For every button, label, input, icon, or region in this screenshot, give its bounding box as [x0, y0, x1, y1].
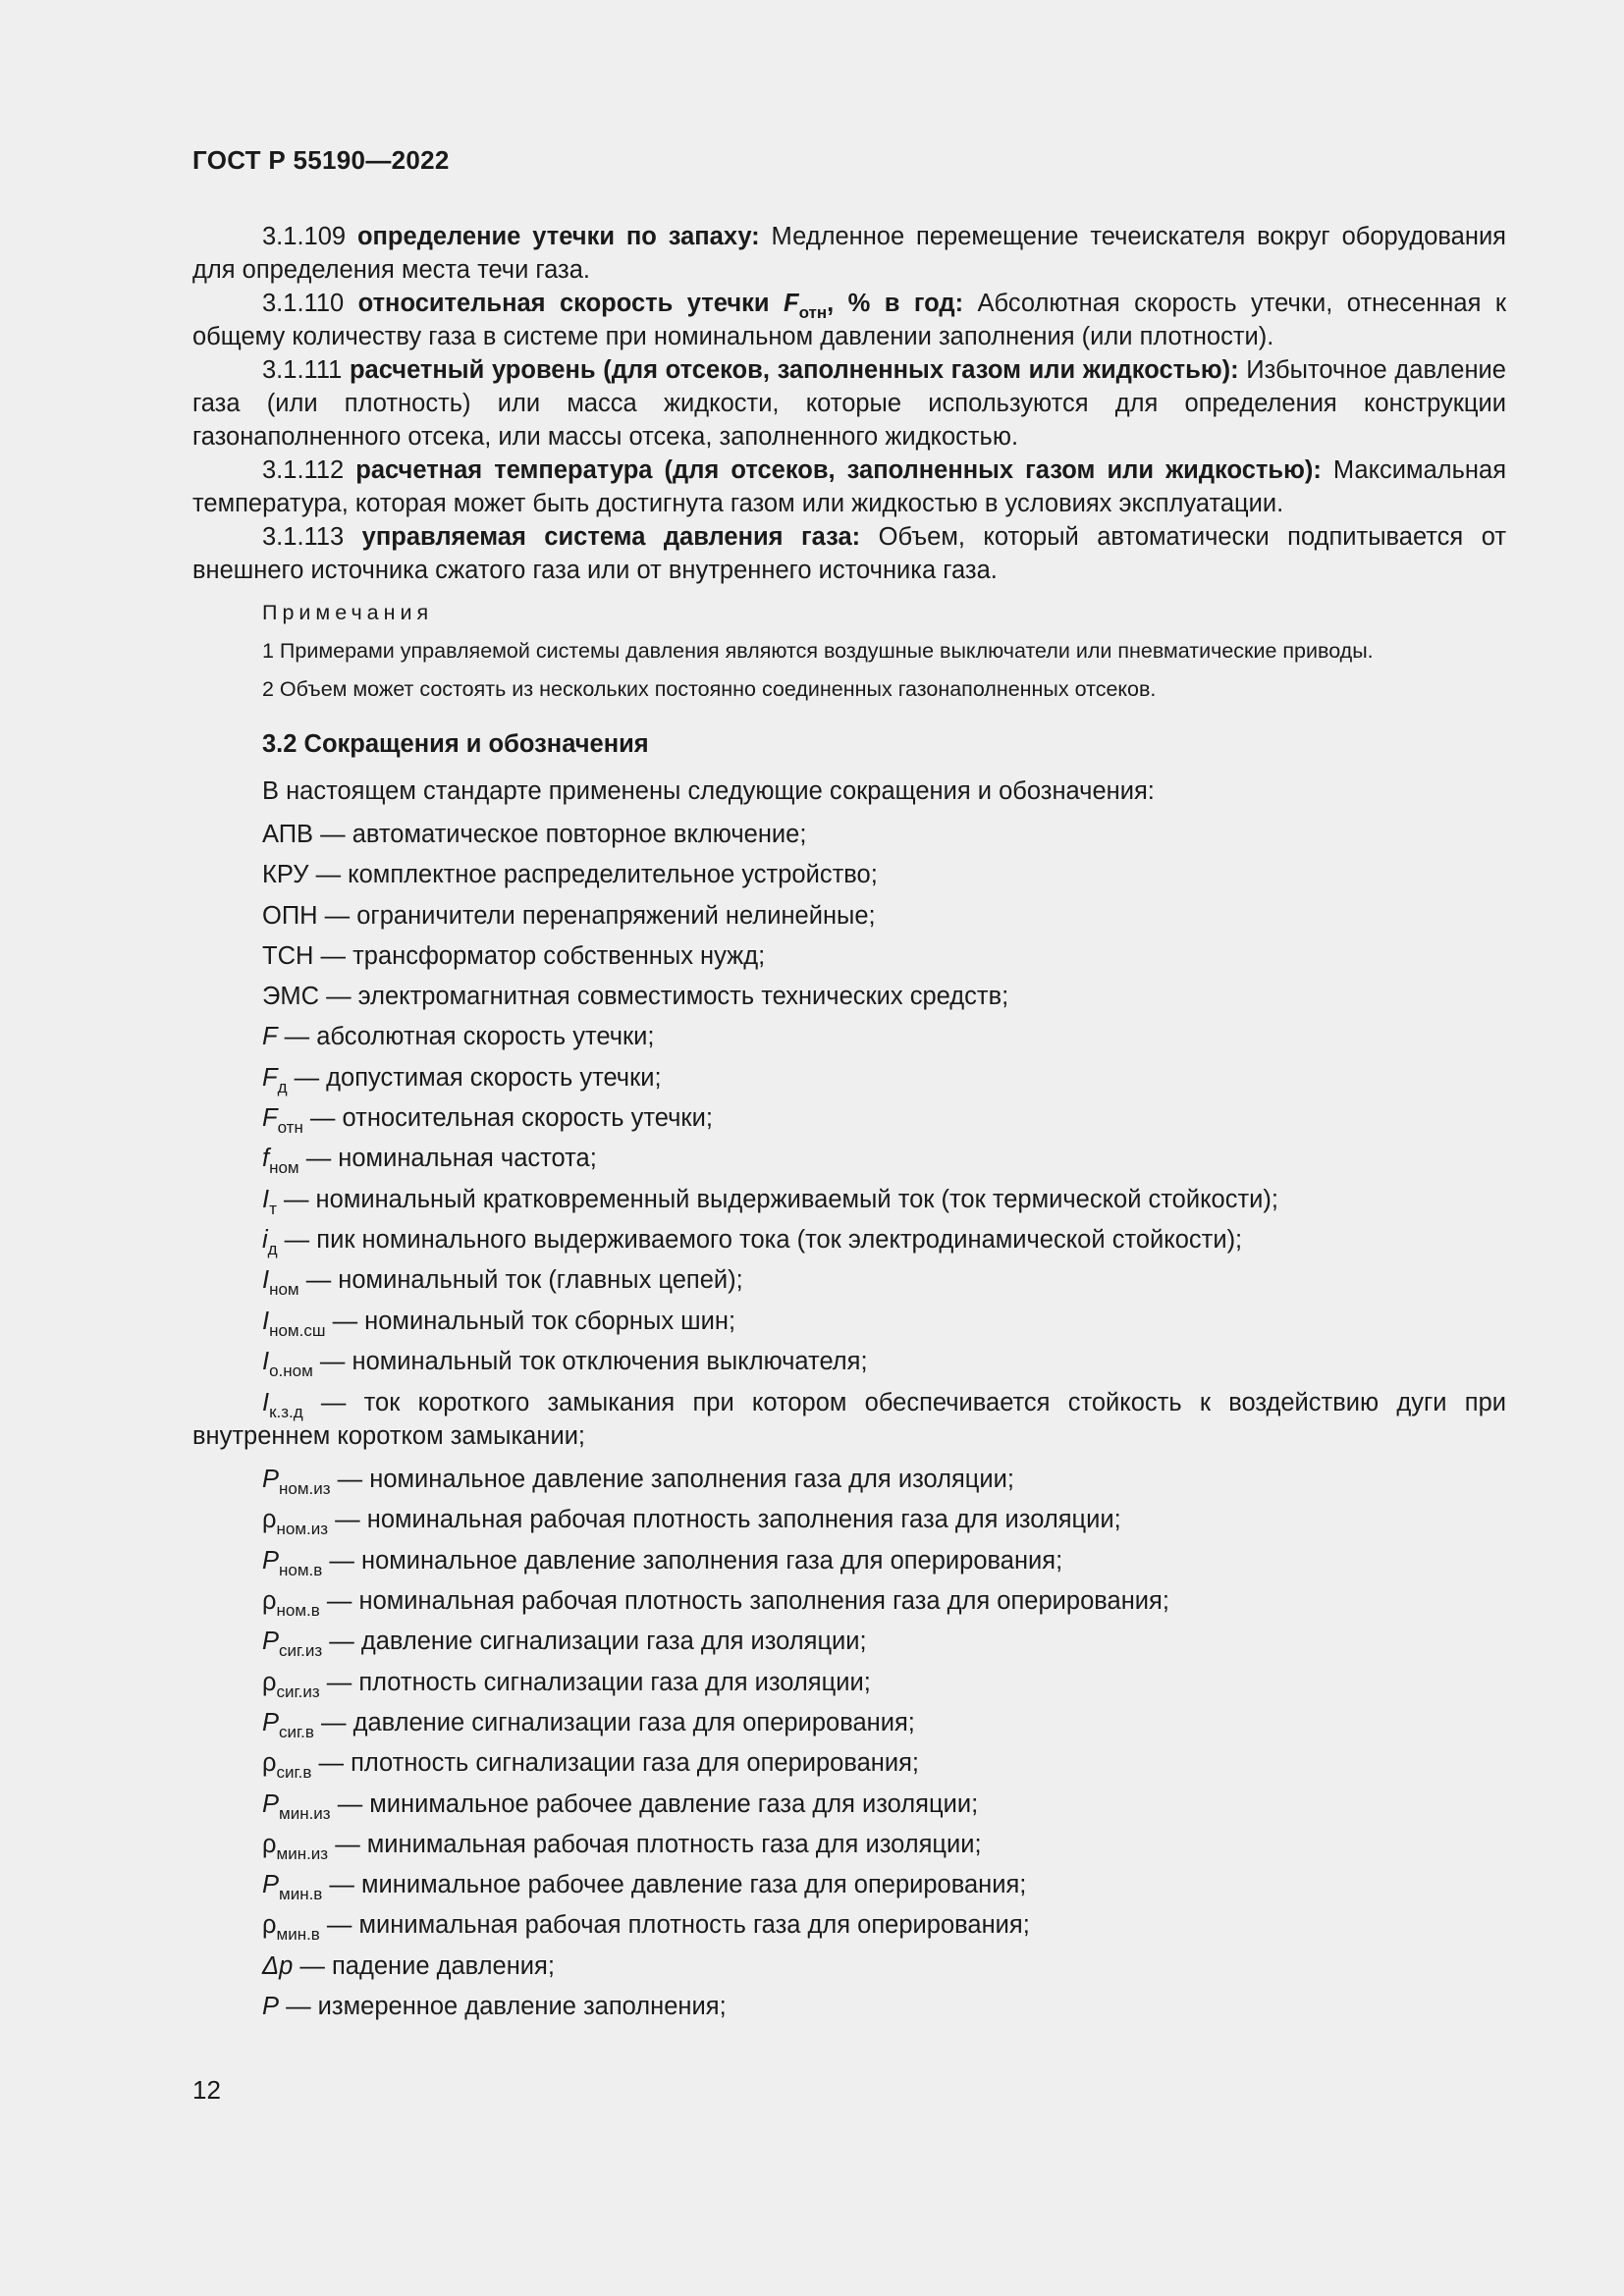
- symbol-definition: — падение давления;: [293, 1951, 555, 1980]
- symbol-item: [192, 1703, 1506, 1743]
- notes-block: [192, 599, 1506, 704]
- page-number: 12: [192, 2075, 221, 2105]
- symbol-definition: — номинальный кратковременный выдерживаемый ток (ток термической стойкости);: [276, 1185, 1278, 1213]
- symbol-item: [192, 1460, 1506, 1500]
- definition-number: 3.1.112: [262, 456, 356, 484]
- symbol-definition: — плотность сигнализации газа для изоляции;: [319, 1668, 871, 1696]
- abbreviation-item: ТСН — трансформатор собственных нужд;: [262, 941, 766, 970]
- abbreviations-list: [192, 815, 1506, 1017]
- symbol-definition: — номинальная рабочая плотность заполнения газа для оперирования;: [319, 1587, 1169, 1616]
- symbol-definition: — номинальная рабочая плотность заполнения газа для изоляции;: [328, 1506, 1121, 1534]
- abbreviation-item: ОПН — ограничители перенапряжений нелинейные;: [262, 901, 876, 930]
- symbol-definition: — номинальное давление заполнения газа для изоляции;: [330, 1466, 1014, 1494]
- symbol-subscript: сиг.из: [279, 1641, 323, 1661]
- symbol-item: [192, 1386, 1506, 1453]
- symbol-subscript: ном.из: [279, 1479, 331, 1499]
- symbol-subscript: мин.из: [276, 1843, 329, 1863]
- symbol: ρ: [262, 1587, 277, 1616]
- definition-paragraph: [192, 353, 1506, 454]
- symbol-item: [192, 1785, 1506, 1825]
- symbol: P: [262, 1871, 280, 1899]
- definition-text: Медленное перемещение течеискателя вокруг оборудования для определения места течи газа.: [192, 223, 1506, 284]
- symbol-subscript: сиг.в: [276, 1763, 312, 1783]
- definition-number: 3.1.110: [262, 290, 358, 317]
- symbol: ρ: [262, 1830, 277, 1858]
- symbol-subscript: ном: [269, 1280, 299, 1300]
- symbol-definition: — номинальный ток отключения выключателя;: [312, 1347, 868, 1375]
- term-symbol: F: [784, 290, 799, 317]
- symbol-item: [192, 1865, 1506, 1905]
- symbol: Δp: [262, 1951, 294, 1980]
- symbol-item: [192, 1017, 1506, 1057]
- note-item: 2 Объем может состоять из нескольких постоянно соединенных газонаполненных отсеков.: [262, 677, 1157, 701]
- symbol-definition: — относительная скорость утечки;: [302, 1104, 713, 1133]
- symbol-item: [192, 1220, 1506, 1260]
- symbol-subscript: ном.из: [276, 1520, 329, 1539]
- definition-term: расчетный уровень (для отсеков, заполненных газом или жидкостью):: [349, 356, 1239, 384]
- symbol-item: [192, 1342, 1506, 1382]
- symbol-item: [192, 1743, 1506, 1784]
- symbol-subscript: т: [269, 1199, 277, 1218]
- definition-paragraph: [192, 220, 1506, 287]
- symbol: i: [262, 1225, 268, 1254]
- symbols-list: [192, 1017, 1506, 2027]
- symbol: P: [262, 1466, 280, 1494]
- symbol-subscript: ном.сш: [269, 1320, 326, 1340]
- symbol-definition: — измеренное давление заполнения;: [279, 1993, 727, 2021]
- symbol-item: [192, 1180, 1506, 1220]
- symbol: ρ: [262, 1749, 277, 1778]
- symbol-subscript: ном.в: [276, 1601, 320, 1621]
- symbol: I: [262, 1185, 270, 1213]
- abbreviation-item: АПВ — автоматическое повторное включение;: [262, 821, 807, 848]
- symbol: f: [262, 1145, 270, 1173]
- definition-number: 3.1.111: [262, 356, 350, 384]
- symbol-item: [192, 1098, 1506, 1139]
- definition-number: 3.1.113: [262, 523, 362, 551]
- definition-term: расчетная температура (для отсеков, заполненных газом или жидкостью):: [355, 456, 1322, 484]
- definition-term: определение утечки по запаху:: [356, 223, 760, 250]
- definition-number: 3.1.109: [262, 223, 357, 250]
- term-subscript: отн: [798, 303, 828, 322]
- symbol-definition: — номинальное давление заполнения газа для оперирования;: [322, 1546, 1063, 1575]
- symbol-subscript: д: [267, 1239, 278, 1258]
- symbol-item: [192, 1663, 1506, 1703]
- symbol-definition: — допустимая скорость утечки;: [287, 1063, 662, 1092]
- symbol-definition: — абсолютная скорость утечки;: [277, 1023, 655, 1051]
- symbol-definition: — ток короткого замыкания при котором обеспечивается стойкость к воздействию дуги при внутреннем коротком замыкании;: [192, 1389, 1506, 1451]
- symbol-subscript: д: [277, 1077, 288, 1096]
- symbol: F: [262, 1063, 278, 1092]
- symbol: P: [262, 1993, 280, 2021]
- symbol-subscript: мин.из: [279, 1803, 331, 1823]
- symbol: I: [262, 1389, 270, 1417]
- symbol-item: [192, 1500, 1506, 1540]
- symbol-item: [192, 1825, 1506, 1865]
- definition-text: Абсолютная скорость утечки, отнесенная к общему количеству газа в системе при номинальном давлении заполнения (или плотности).: [192, 290, 1506, 350]
- symbol-item: [192, 1905, 1506, 1946]
- symbol-subscript: отн: [277, 1118, 303, 1138]
- abbreviation-item: КРУ — комплектное распределительное устройство;: [262, 861, 878, 889]
- document-header: ГОСТ Р 55190—2022: [192, 145, 450, 175]
- definition-paragraph: [192, 454, 1506, 520]
- symbol: ρ: [262, 1668, 277, 1696]
- definition-text: Максимальная температура, которая может быть достигнута газом или жидкостью в условиях эксплуатации.: [192, 456, 1506, 517]
- notes-title: Примечания: [262, 601, 434, 624]
- symbol-definition: — минимальная рабочая плотность газа для оперирования;: [319, 1911, 1030, 1940]
- symbol-definition: — давление сигнализации газа для изоляции;: [322, 1628, 867, 1656]
- definitions-list: [192, 220, 1506, 587]
- symbol-subscript: мин.в: [276, 1925, 320, 1945]
- abbreviation-item: ЭМС — электромагнитная совместимость технических средств;: [262, 983, 1009, 1011]
- symbol-definition: — номинальный ток (главных цепей);: [298, 1266, 743, 1295]
- symbol-subscript: сиг.в: [279, 1722, 314, 1741]
- symbol: I: [262, 1266, 270, 1295]
- symbol-definition: — минимальная рабочая плотность газа для изоляции;: [328, 1830, 982, 1858]
- symbol-subscript: ном: [269, 1158, 299, 1178]
- definition-paragraph: [192, 287, 1506, 353]
- symbol-item: [192, 1581, 1506, 1622]
- symbol-subscript: мин.в: [279, 1885, 323, 1904]
- symbol: P: [262, 1708, 280, 1736]
- symbol-definition: — минимальное рабочее давление газа для изоляции;: [330, 1789, 979, 1818]
- definition-text: Избыточное давление газа (или плотность) или масса жидкости, которые используются для определения конструкции газонаполненного отсека, или массы отсека, заполненного жидкостью.: [192, 356, 1506, 451]
- document-body: [192, 220, 1506, 2027]
- symbol-item: [192, 1302, 1506, 1342]
- symbol: P: [262, 1789, 280, 1818]
- symbol-subscript: ном.в: [279, 1560, 323, 1579]
- symbol-item: [192, 1622, 1506, 1662]
- symbol-subscript: к.з.д: [269, 1403, 303, 1422]
- symbol-item: [192, 1947, 1506, 1987]
- section-intro: В настоящем стандарте применены следующие сокращения и обозначения:: [262, 777, 1155, 805]
- section-heading: 3.2 Сокращения и обозначения: [262, 730, 649, 758]
- definition-paragraph: [192, 520, 1506, 587]
- symbol: ρ: [262, 1911, 277, 1940]
- symbol-definition: — минимальное рабочее давление газа для оперирования;: [322, 1871, 1027, 1899]
- symbol: F: [262, 1023, 278, 1051]
- symbol-subscript: сиг.из: [276, 1682, 320, 1701]
- symbol-item: [192, 1058, 1506, 1098]
- symbol-item: [192, 1260, 1506, 1301]
- symbol-definition: — плотность сигнализации газа для оперирования;: [311, 1749, 920, 1778]
- note-item: 1 Примерами управляемой системы давления являются воздушные выключатели или пневматические приводы.: [262, 639, 1374, 663]
- symbol-definition: — номинальная частота;: [298, 1145, 597, 1173]
- symbol: ρ: [262, 1506, 277, 1534]
- definition-term: управляемая система давления газа:: [361, 523, 861, 551]
- symbol: P: [262, 1628, 280, 1656]
- symbol: F: [262, 1104, 278, 1133]
- symbol-item: [192, 1139, 1506, 1179]
- symbol-definition: — пик номинального выдерживаемого тока (ток электродинамической стойкости);: [277, 1225, 1243, 1254]
- definition-term: относительная скорость утечки $F_{отн}$, % в год:: [357, 290, 964, 322]
- definition-text: Объем, который автоматически подпитывается от внешнего источника сжатого газа или от внутреннего источника газа.: [192, 523, 1507, 584]
- symbol-definition: — давление сигнализации газа для оперирования;: [313, 1708, 915, 1736]
- symbol-item: [192, 1987, 1506, 2027]
- symbol-definition: — номинальный ток сборных шин;: [325, 1307, 736, 1335]
- symbol: P: [262, 1546, 280, 1575]
- symbol-subscript: о.ном: [269, 1361, 313, 1380]
- symbol-item: [192, 1541, 1506, 1581]
- symbol: I: [262, 1347, 270, 1375]
- symbol: I: [262, 1307, 270, 1335]
